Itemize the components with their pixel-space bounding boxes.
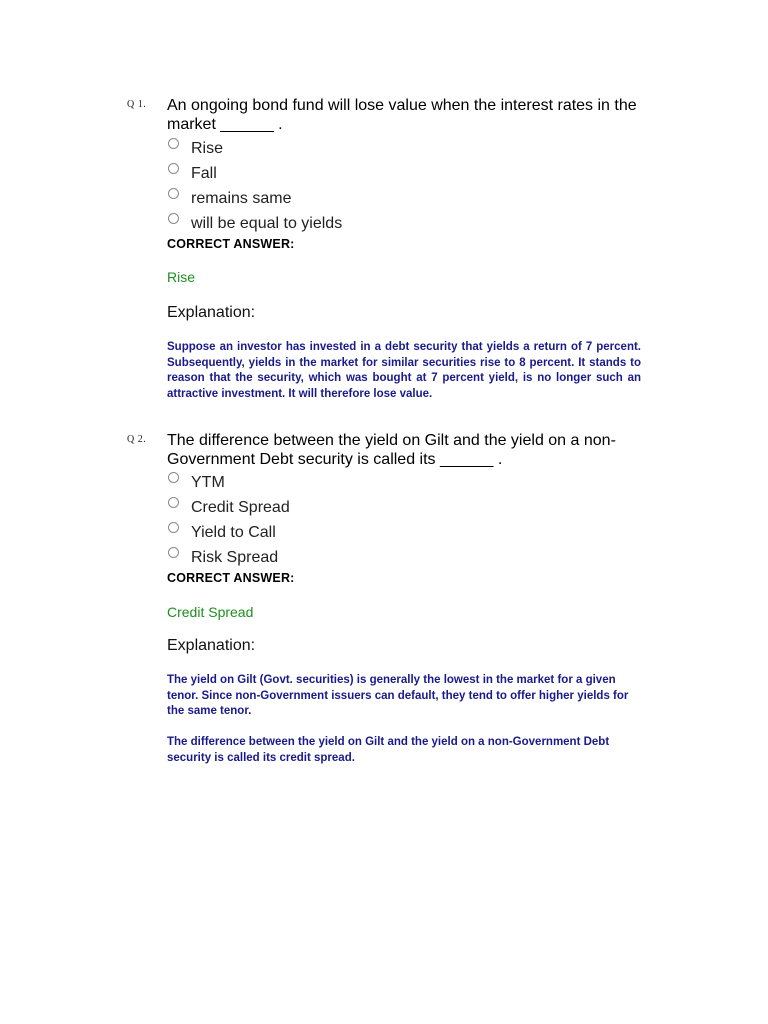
option-label: remains same bbox=[191, 190, 292, 207]
explanation-text: Suppose an investor has invested in a debt security that yields a return of 7 percent. Subsequently, yields in the market for similar securities rise to 8 percent. It stands to reason that the security, which was bought at 7 percent yield, is no longer such an attractive investment. It will therefore lose value. bbox=[167, 341, 641, 400]
option-label: YTM bbox=[191, 474, 225, 491]
explanation-text: The difference between the yield on Gilt and the yield on a non-Government Debt security is called its credit spread. bbox=[167, 736, 610, 764]
radio-button-icon[interactable] bbox=[168, 213, 179, 224]
radio-button-icon[interactable] bbox=[168, 138, 179, 149]
question-number: Q 2. bbox=[127, 434, 147, 445]
radio-button-icon[interactable] bbox=[168, 497, 179, 508]
correct-answer-value: Rise bbox=[167, 269, 196, 285]
question-number: Q 1. bbox=[127, 99, 147, 110]
option-label: Rise bbox=[191, 140, 224, 157]
explanation-text: The yield on Gilt (Govt. securities) is generally the lowest in the market for a given tenor. Since non-Government issuers can default, they tend to offer higher yields for the same tenor. bbox=[167, 674, 629, 717]
radio-button-icon[interactable] bbox=[168, 547, 179, 558]
option-label: Yield to Call bbox=[191, 524, 276, 541]
option-label: Fall bbox=[191, 165, 217, 182]
radio-button-icon[interactable] bbox=[168, 188, 179, 199]
correct-answer-label: CORRECT ANSWER: bbox=[167, 237, 295, 251]
option-label: Credit Spread bbox=[191, 499, 290, 516]
question-text: The difference between the yield on Gilt and the yield on a non-Government Debt security is called its ______ . bbox=[167, 432, 616, 468]
explanation-heading: Explanation: bbox=[167, 637, 256, 654]
radio-button-icon[interactable] bbox=[168, 163, 179, 174]
option-label: Risk Spread bbox=[191, 549, 279, 566]
option-label: will be equal to yields bbox=[191, 215, 343, 232]
radio-button-icon[interactable] bbox=[168, 522, 179, 533]
question-text: An ongoing bond fund will lose value when the interest rates in the market ______ . bbox=[167, 97, 637, 133]
explanation-heading: Explanation: bbox=[167, 304, 256, 321]
correct-answer-label: CORRECT ANSWER: bbox=[167, 571, 295, 585]
radio-button-icon[interactable] bbox=[168, 472, 179, 483]
correct-answer-value: Credit Spread bbox=[167, 604, 254, 620]
